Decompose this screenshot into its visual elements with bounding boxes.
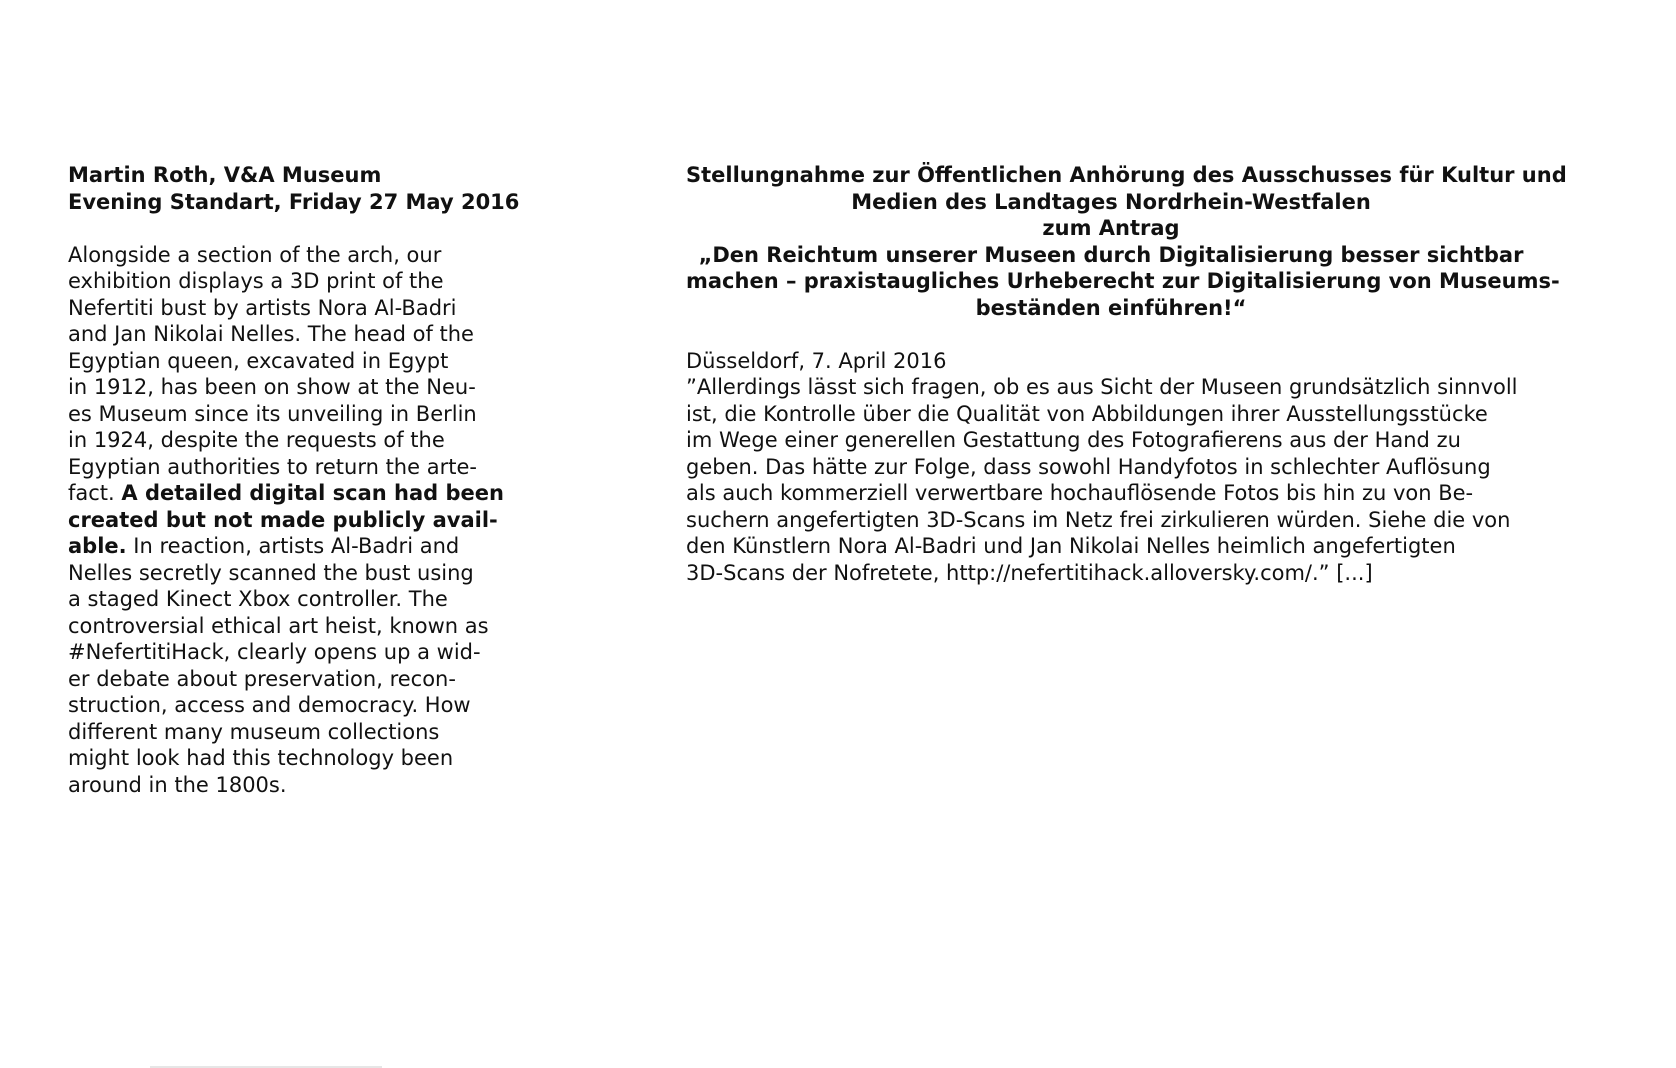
heading-line: „Den Reichtum unserer Museen durch Digitalisierung besser sichtbar: [698, 242, 1524, 267]
emphasis-text: created but not made publicly avail-: [68, 507, 498, 532]
body-text: Nelles secretly scanned the bust using: [68, 560, 474, 585]
body-line: [68, 666, 500, 693]
heading-line: machen – praxistaugliches Urheberecht zur Digitalisierung von Museums-: [686, 269, 1560, 293]
body-text: er debate about preservation, recon-: [68, 666, 456, 691]
right-column: [686, 162, 1567, 586]
emphasis-text: able.: [68, 534, 127, 558]
body-line: [68, 772, 500, 799]
body-line: [68, 374, 500, 401]
body-text: exhibition displays a 3D print of the: [68, 269, 444, 293]
heading-line: Stellungnahme zur Öffentlichen Anhörung des Ausschusses für Kultur und: [686, 163, 1567, 187]
body-text: Alongside a section of the arch, our: [68, 242, 442, 267]
spacer: [686, 321, 1536, 348]
body-text: in 1912, has been on show at the Neu-: [68, 375, 476, 399]
body-text: In reaction, artists Al-Badri and: [126, 534, 460, 558]
body-line: [68, 613, 500, 640]
body-text: Nefertiti bust by artists Nora Al-Badri: [68, 295, 457, 320]
body-line: [68, 454, 500, 481]
body-line: [68, 639, 500, 666]
body-text: in 1924, despite the requests of the: [68, 428, 445, 452]
body-text: and Jan Nikolai Nelles. The head of the: [68, 322, 474, 346]
body-text: different many museum collections: [68, 719, 440, 744]
body-line: [68, 560, 500, 587]
body-line: [68, 719, 500, 746]
body-text: might look had this technology been: [68, 746, 454, 770]
dateline: Düsseldorf, 7. April 2016: [686, 348, 947, 373]
body-line: [68, 692, 500, 719]
body-line: [68, 401, 500, 428]
body-line: [68, 348, 500, 375]
heading-line: Medien des Landtages Nordrhein-Westfalen: [851, 189, 1371, 214]
body-line: [68, 268, 500, 295]
body-line: [68, 321, 500, 348]
quote-line: ”Allerdings lässt sich fragen, ob es aus Sicht der Museen grundsätzlich sinnvoll: [686, 375, 1518, 399]
quote-text: [686, 374, 1536, 586]
emphasis-text: A detailed digital scan had been: [121, 481, 504, 505]
body-text: es Museum since its unveiling in Berlin: [68, 401, 477, 426]
body-line: [68, 745, 500, 772]
body-line: [68, 480, 504, 507]
body-text: a staged Kinect Xbox controller. The: [68, 587, 448, 611]
body-text: Egyptian authorities to return the arte-: [68, 454, 477, 479]
source-line: Evening Standart, Friday 27 May 2016: [68, 189, 520, 214]
body-text: fact.: [68, 481, 122, 505]
quote-line: 3D-Scans der Nofretete, http://nefertitihack.alloversky.com/.” [...]: [686, 560, 1373, 585]
left-column: [68, 162, 520, 798]
quote-line: ist, die Kontrolle über die Qualität von Abbildungen ihrer Ausstellungsstücke: [686, 401, 1488, 426]
body-text: controversial ethical art heist, known as: [68, 613, 489, 638]
spacer: [68, 215, 500, 242]
body-text: around in the 1800s.: [68, 772, 287, 797]
body-line: [68, 586, 500, 613]
body-text: Egyptian queen, excavated in Egypt: [68, 348, 449, 373]
body-line: [68, 533, 500, 560]
body-line: [68, 242, 500, 269]
statement-heading: [686, 162, 1567, 321]
heading-line: zum Antrag: [1042, 216, 1180, 240]
quote-line: geben. Das hätte zur Folge, dass sowohl Handyfotos in schlechter Auflösung: [686, 454, 1491, 479]
quote-line: als auch kommerziell verwertbare hochauflösende Fotos bis hin zu von Be-: [686, 481, 1474, 505]
heading-line: beständen einführen!“: [975, 295, 1247, 320]
body-line: [68, 295, 500, 322]
quote-line: im Wege einer generellen Gestattung des Fotografierens aus der Hand zu: [686, 428, 1461, 452]
body-line: [68, 507, 500, 534]
body-text: #NefertitiHack, clearly opens up a wid-: [68, 640, 481, 664]
quote-line: den Künstlern Nora Al-Badri und Jan Nikolai Nelles heimlich angefertigten: [686, 534, 1456, 558]
body-line: [68, 427, 500, 454]
body-text: struction, access and democracy. How: [68, 693, 471, 717]
left-body-text: [68, 242, 504, 799]
quote-line: suchern angefertigten 3D-Scans im Netz frei zirkulieren würden. Siehe die von: [686, 507, 1511, 532]
author-line: Martin Roth, V&A Museum: [68, 163, 382, 187]
